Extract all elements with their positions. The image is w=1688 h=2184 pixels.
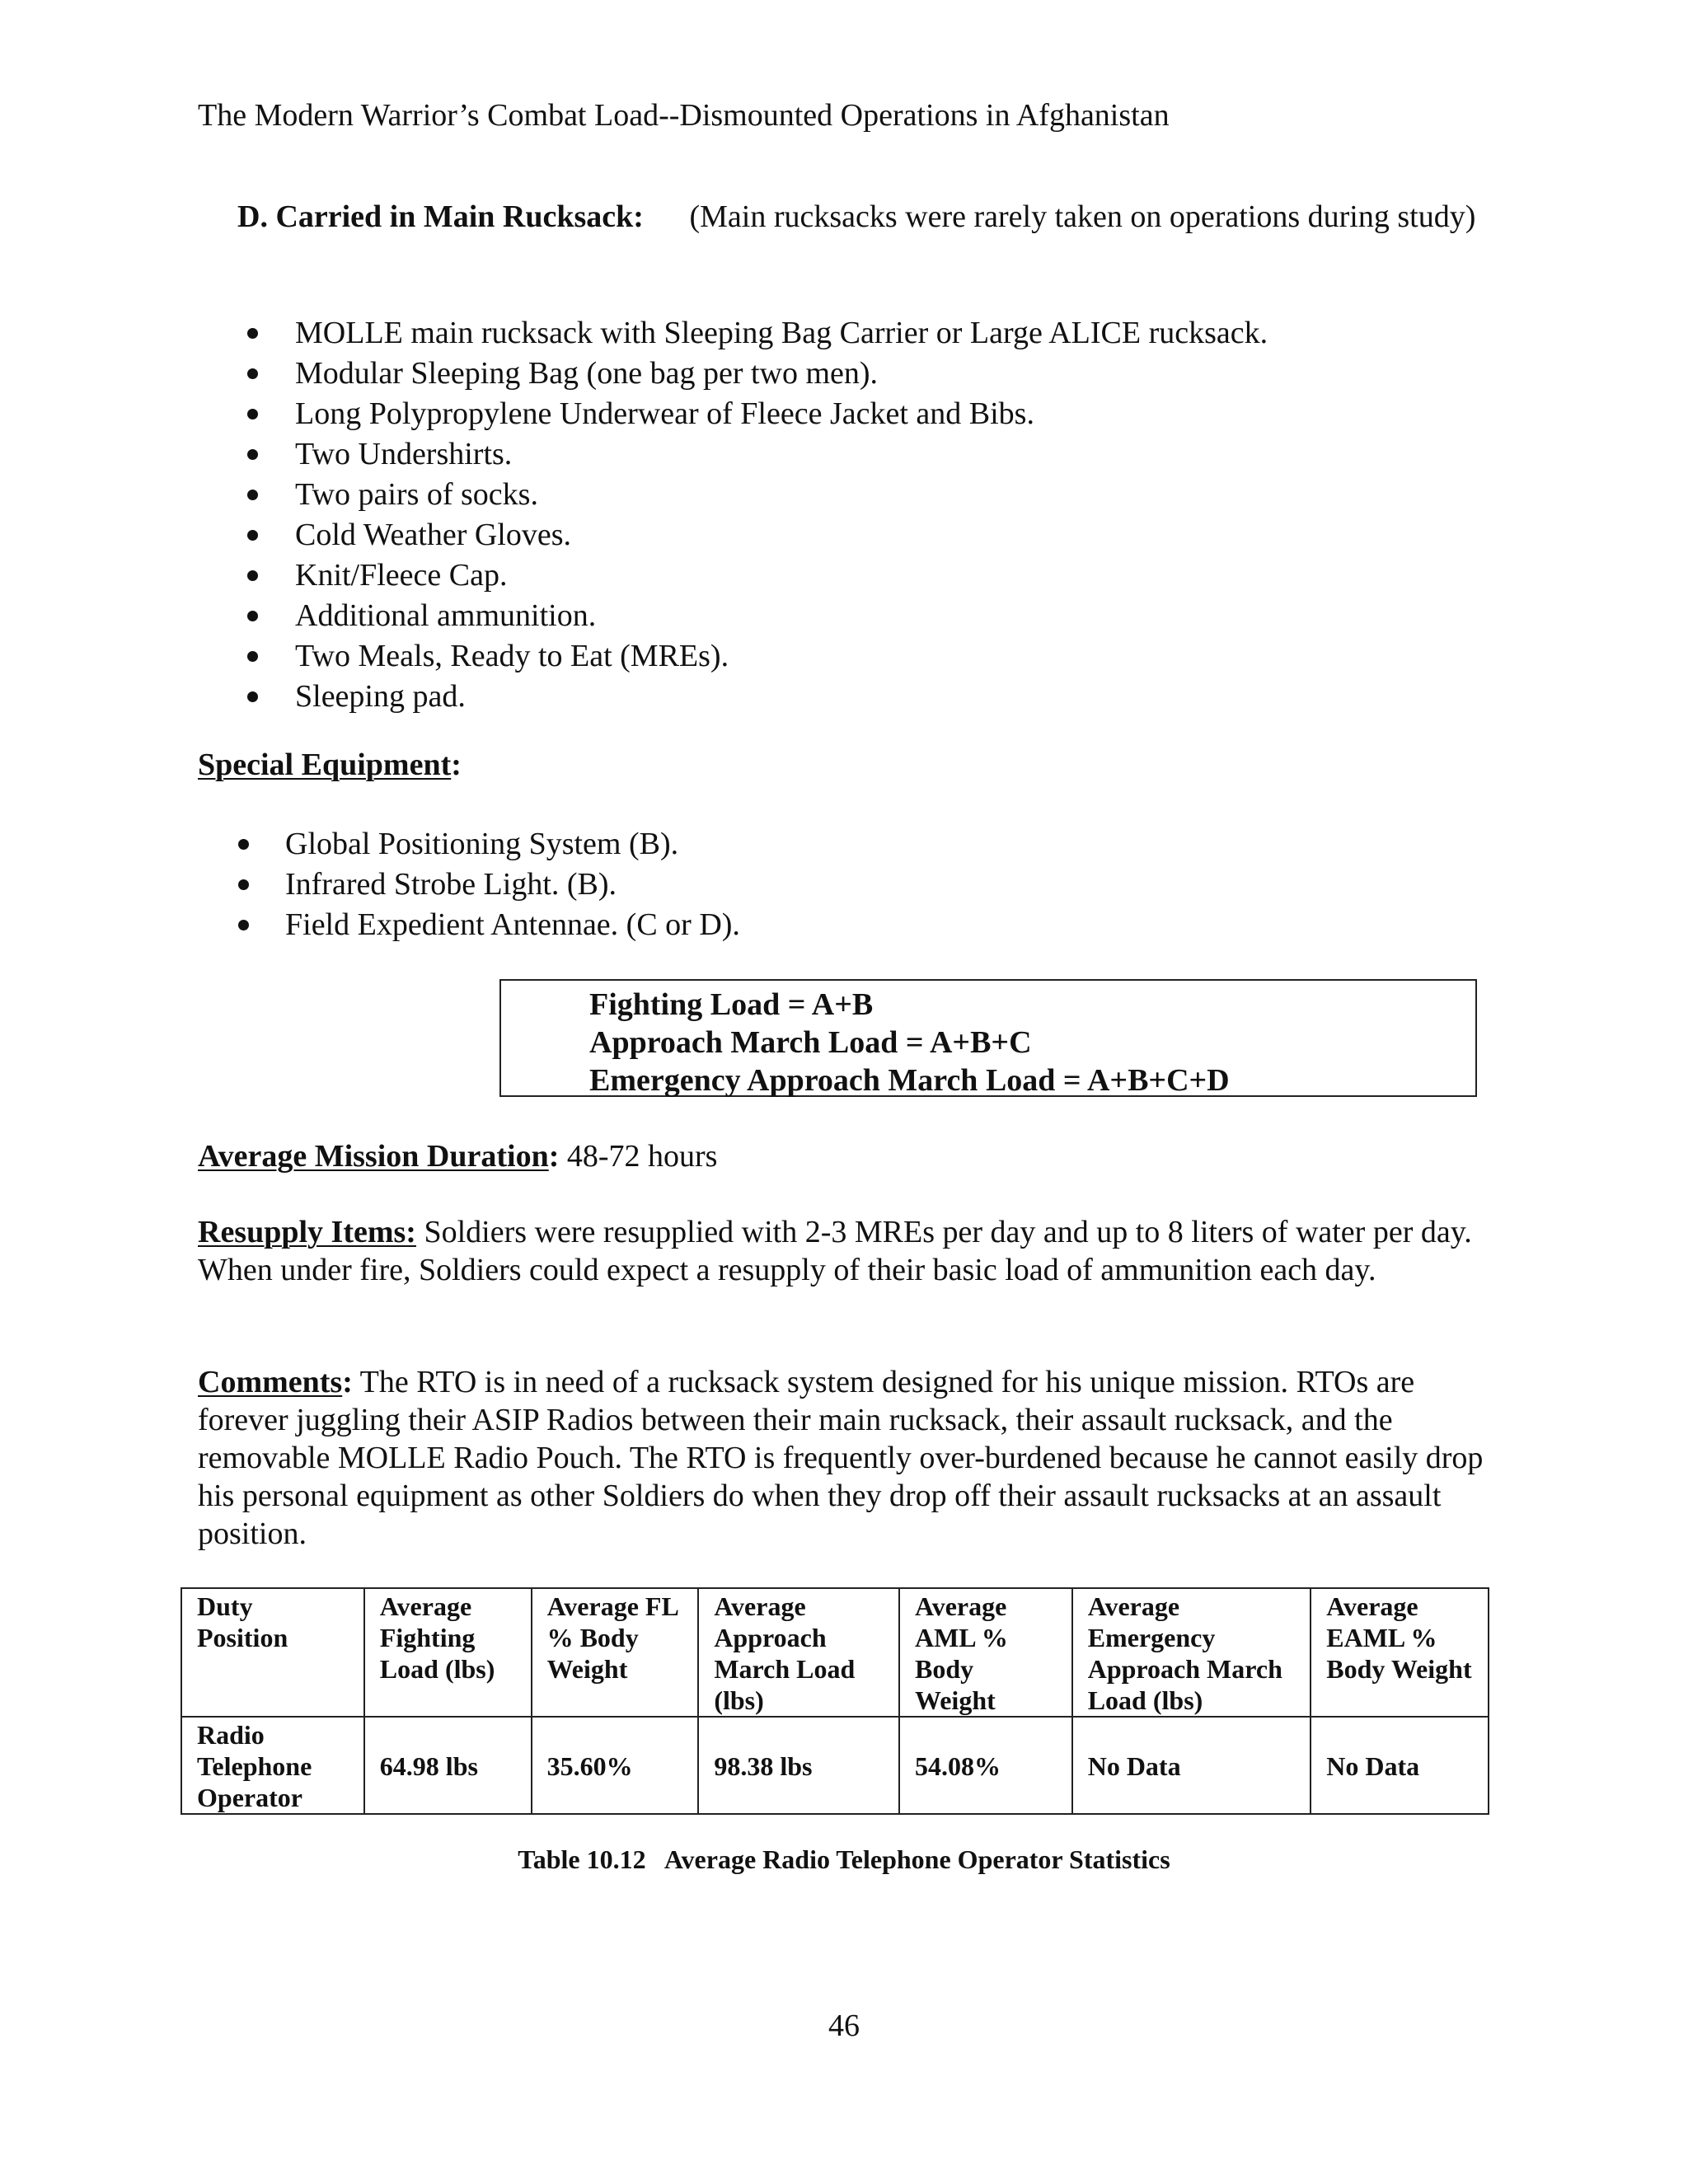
table-row: [181, 1717, 1489, 1814]
bullet-icon: [238, 879, 249, 890]
resupply-paragraph: Resupply Items: Soldiers were resupplied with 2-3 MREs per day and up to 8 liters of water per day. When under fire, Soldiers could expect a resupply of their basic load of ammunition each day.: [198, 1215, 1472, 1287]
bullet-icon: [238, 920, 249, 930]
table-header-cell: Average Approach March Load (lbs): [698, 1588, 899, 1717]
bullet-icon: [247, 490, 258, 500]
formula-line: Fighting Load = A+B: [589, 987, 874, 1022]
load-formula-box: [499, 979, 1477, 1097]
bullet-icon: [247, 368, 258, 379]
table-cell: 35.60%: [532, 1717, 699, 1814]
bullet-icon: [247, 449, 258, 460]
section-d-heading: [198, 198, 1492, 236]
bullet-icon: [247, 570, 258, 581]
table-header-row: [181, 1588, 1489, 1717]
table-header-cell: Duty Position: [181, 1588, 364, 1717]
table-header-cell: Average Emergency Approach March Load (lbs): [1072, 1588, 1311, 1717]
table-header-cell: Average AML % Body Weight: [899, 1588, 1072, 1717]
rto-statistics-table: [181, 1587, 1489, 1815]
section-letter: D.: [237, 199, 268, 234]
bullet-icon: [247, 409, 258, 419]
table-cell: Radio Telephone Operator: [181, 1717, 364, 1814]
bullet-icon: [247, 530, 258, 541]
section-heading: Carried in Main Rucksack:: [275, 199, 644, 234]
table-cell: 98.38 lbs: [698, 1717, 899, 1814]
bullet-icon: [247, 691, 258, 702]
table-cell: No Data: [1311, 1717, 1489, 1814]
page-header: The Modern Warrior’s Combat Load--Dismounted Operations in Afghanistan: [198, 98, 1170, 133]
comments-paragraph: Comments: The RTO is in need of a rucksack system designed for his unique mission. RTOs are forever juggling their ASIP Radios between their main rucksack, their assault rucksack, and the removable MOLLE Radio Pouch. The RTO is frequently over-burdened because he cannot easily drop his personal equipment as other Soldiers do when they drop off their assault rucksacks at an assault position.: [198, 1365, 1484, 1551]
table-caption: Table 10.12 Average Radio Telephone Operator Statistics: [518, 1844, 1170, 1874]
table-header-cell: Average Fighting Load (lbs): [364, 1588, 532, 1717]
formula-line: Emergency Approach March Load = A+B+C+D: [589, 1063, 1230, 1098]
bullet-icon: [247, 328, 258, 339]
table-cell: 64.98 lbs: [364, 1717, 532, 1814]
table-header-cell: Average FL % Body Weight: [532, 1588, 699, 1717]
formula-line: Approach March Load = A+B+C: [589, 1025, 1032, 1060]
table-cell: 54.08%: [899, 1717, 1072, 1814]
bullet-icon: [238, 839, 249, 850]
bullet-icon: [247, 611, 258, 621]
section-note: (Main rucksacks were rarely taken on operations during study): [689, 199, 1476, 234]
table-header-cell: Average EAML % Body Weight: [1311, 1588, 1489, 1717]
special-equipment-heading: Special Equipment:: [198, 748, 462, 782]
bullet-icon: [247, 651, 258, 662]
page-number: 46: [828, 2008, 860, 2043]
table-cell: No Data: [1072, 1717, 1311, 1814]
mission-duration: Average Mission Duration: 48-72 hours: [198, 1139, 718, 1174]
